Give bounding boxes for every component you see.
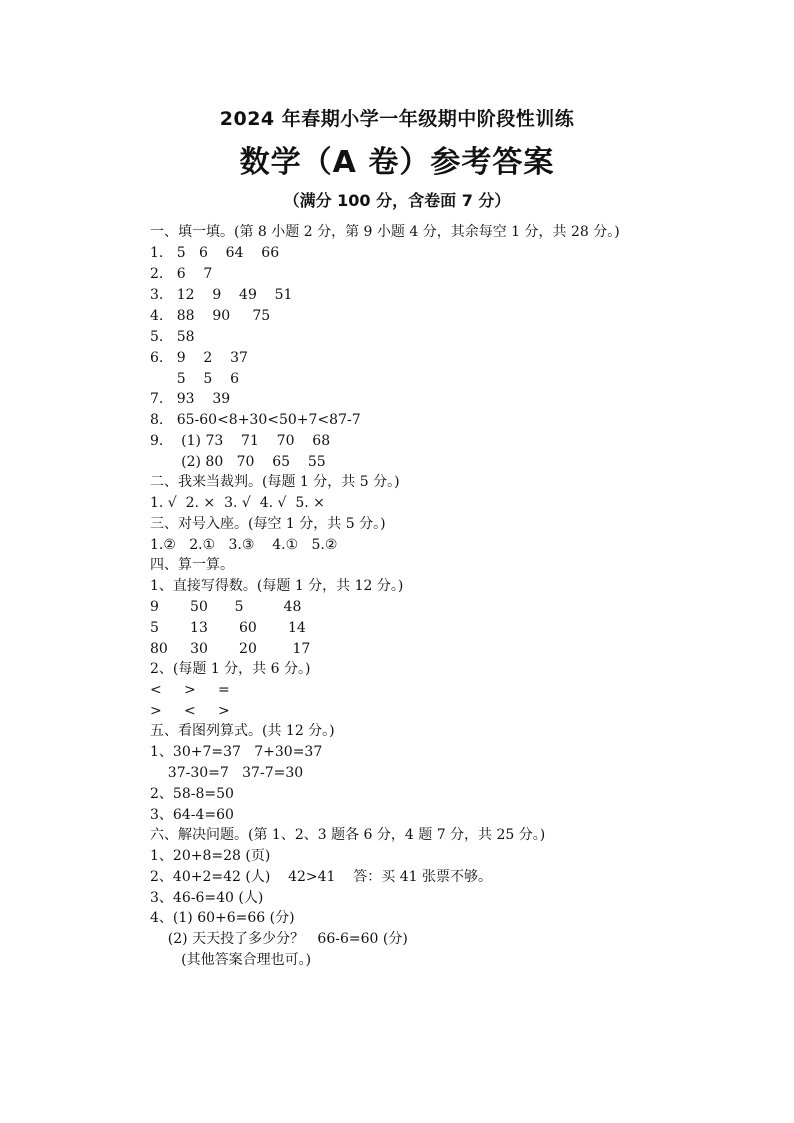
- exam-title: 2024 年春期小学一年级期中阶段性训练: [219, 108, 575, 130]
- answer-line: 4、(1) 60+6=66 (分): [150, 910, 295, 926]
- answer-line: 80 30 20 17: [150, 641, 311, 657]
- answer-line: 5. 58: [150, 329, 195, 345]
- answer-line: 9 50 5 48: [150, 599, 302, 615]
- answer-line: 5 5 6: [150, 371, 240, 387]
- answer-line: < > =: [150, 682, 230, 698]
- answer-line: 7. 93 39: [150, 391, 231, 407]
- answer-line: 6. 9 2 37: [150, 350, 248, 366]
- answer-line: 2、58-8=50: [150, 786, 234, 802]
- answer-line: > < >: [150, 703, 230, 719]
- answer-line: 1. 5 6 64 66: [150, 245, 280, 261]
- answer-line: (2) 80 70 65 55: [150, 454, 326, 470]
- section-2-heading: 二、我来当裁判。(每题 1 分，共 5 分。): [150, 474, 400, 490]
- answer-line: 9. (1) 73 71 70 68: [150, 433, 331, 449]
- section-5-heading: 五、看图列算式。(共 12 分。): [150, 723, 335, 739]
- answer-line: 3、46-6=40 (人): [150, 890, 264, 906]
- answer-line: 1. √ 2. × 3. √ 4. √ 5. ×: [150, 495, 325, 511]
- answer-line: 3、64-4=60: [150, 807, 234, 823]
- section-3-heading: 三、对号入座。(每空 1 分，共 5 分。): [150, 516, 386, 532]
- section-6-heading: 六、解决问题。(第 1、2、3 题各 6 分，4 题 7 分，共 25 分。): [150, 827, 546, 843]
- section-4-heading: 四、算一算。: [150, 557, 234, 573]
- answer-note: (其他答案合理也可。): [150, 952, 312, 968]
- answer-line: 8. 65-60<8+30<50+7<87-7: [150, 412, 361, 428]
- subsection-heading: 1、直接写得数。(每题 1 分，共 12 分。): [150, 578, 404, 594]
- answer-line: 1.② 2.① 3.③ 4.① 5.②: [150, 537, 338, 553]
- answer-line: 1、20+8=28 (页): [150, 848, 271, 864]
- answer-line: 4. 88 90 75: [150, 308, 271, 324]
- answer-line: 2、40+2=42 (人) 42>41 答：买 41 张票不够。: [150, 869, 492, 885]
- answer-line: (2) 天天投了多少分？ 66-6=60 (分): [150, 931, 408, 947]
- answer-line: 5 13 60 14: [150, 620, 306, 636]
- answer-line: 1、30+7=37 7+30=37: [150, 744, 323, 760]
- subsection-heading: 2、(每题 1 分，共 6 分。): [150, 661, 311, 677]
- subject-title: 数学（A 卷）参考答案: [239, 145, 555, 180]
- answer-line: 2. 6 7: [150, 266, 213, 282]
- answer-line: 3. 12 9 49 51: [150, 287, 293, 303]
- section-1-heading: 一、填一填。(第 8 小题 2 分，第 9 小题 4 分，其余每空 1 分，共 28 分。): [150, 224, 620, 240]
- score-note: （满分 100 分，含卷面 7 分）: [283, 191, 511, 210]
- answer-line: 37-30=7 37-7=30: [150, 765, 304, 781]
